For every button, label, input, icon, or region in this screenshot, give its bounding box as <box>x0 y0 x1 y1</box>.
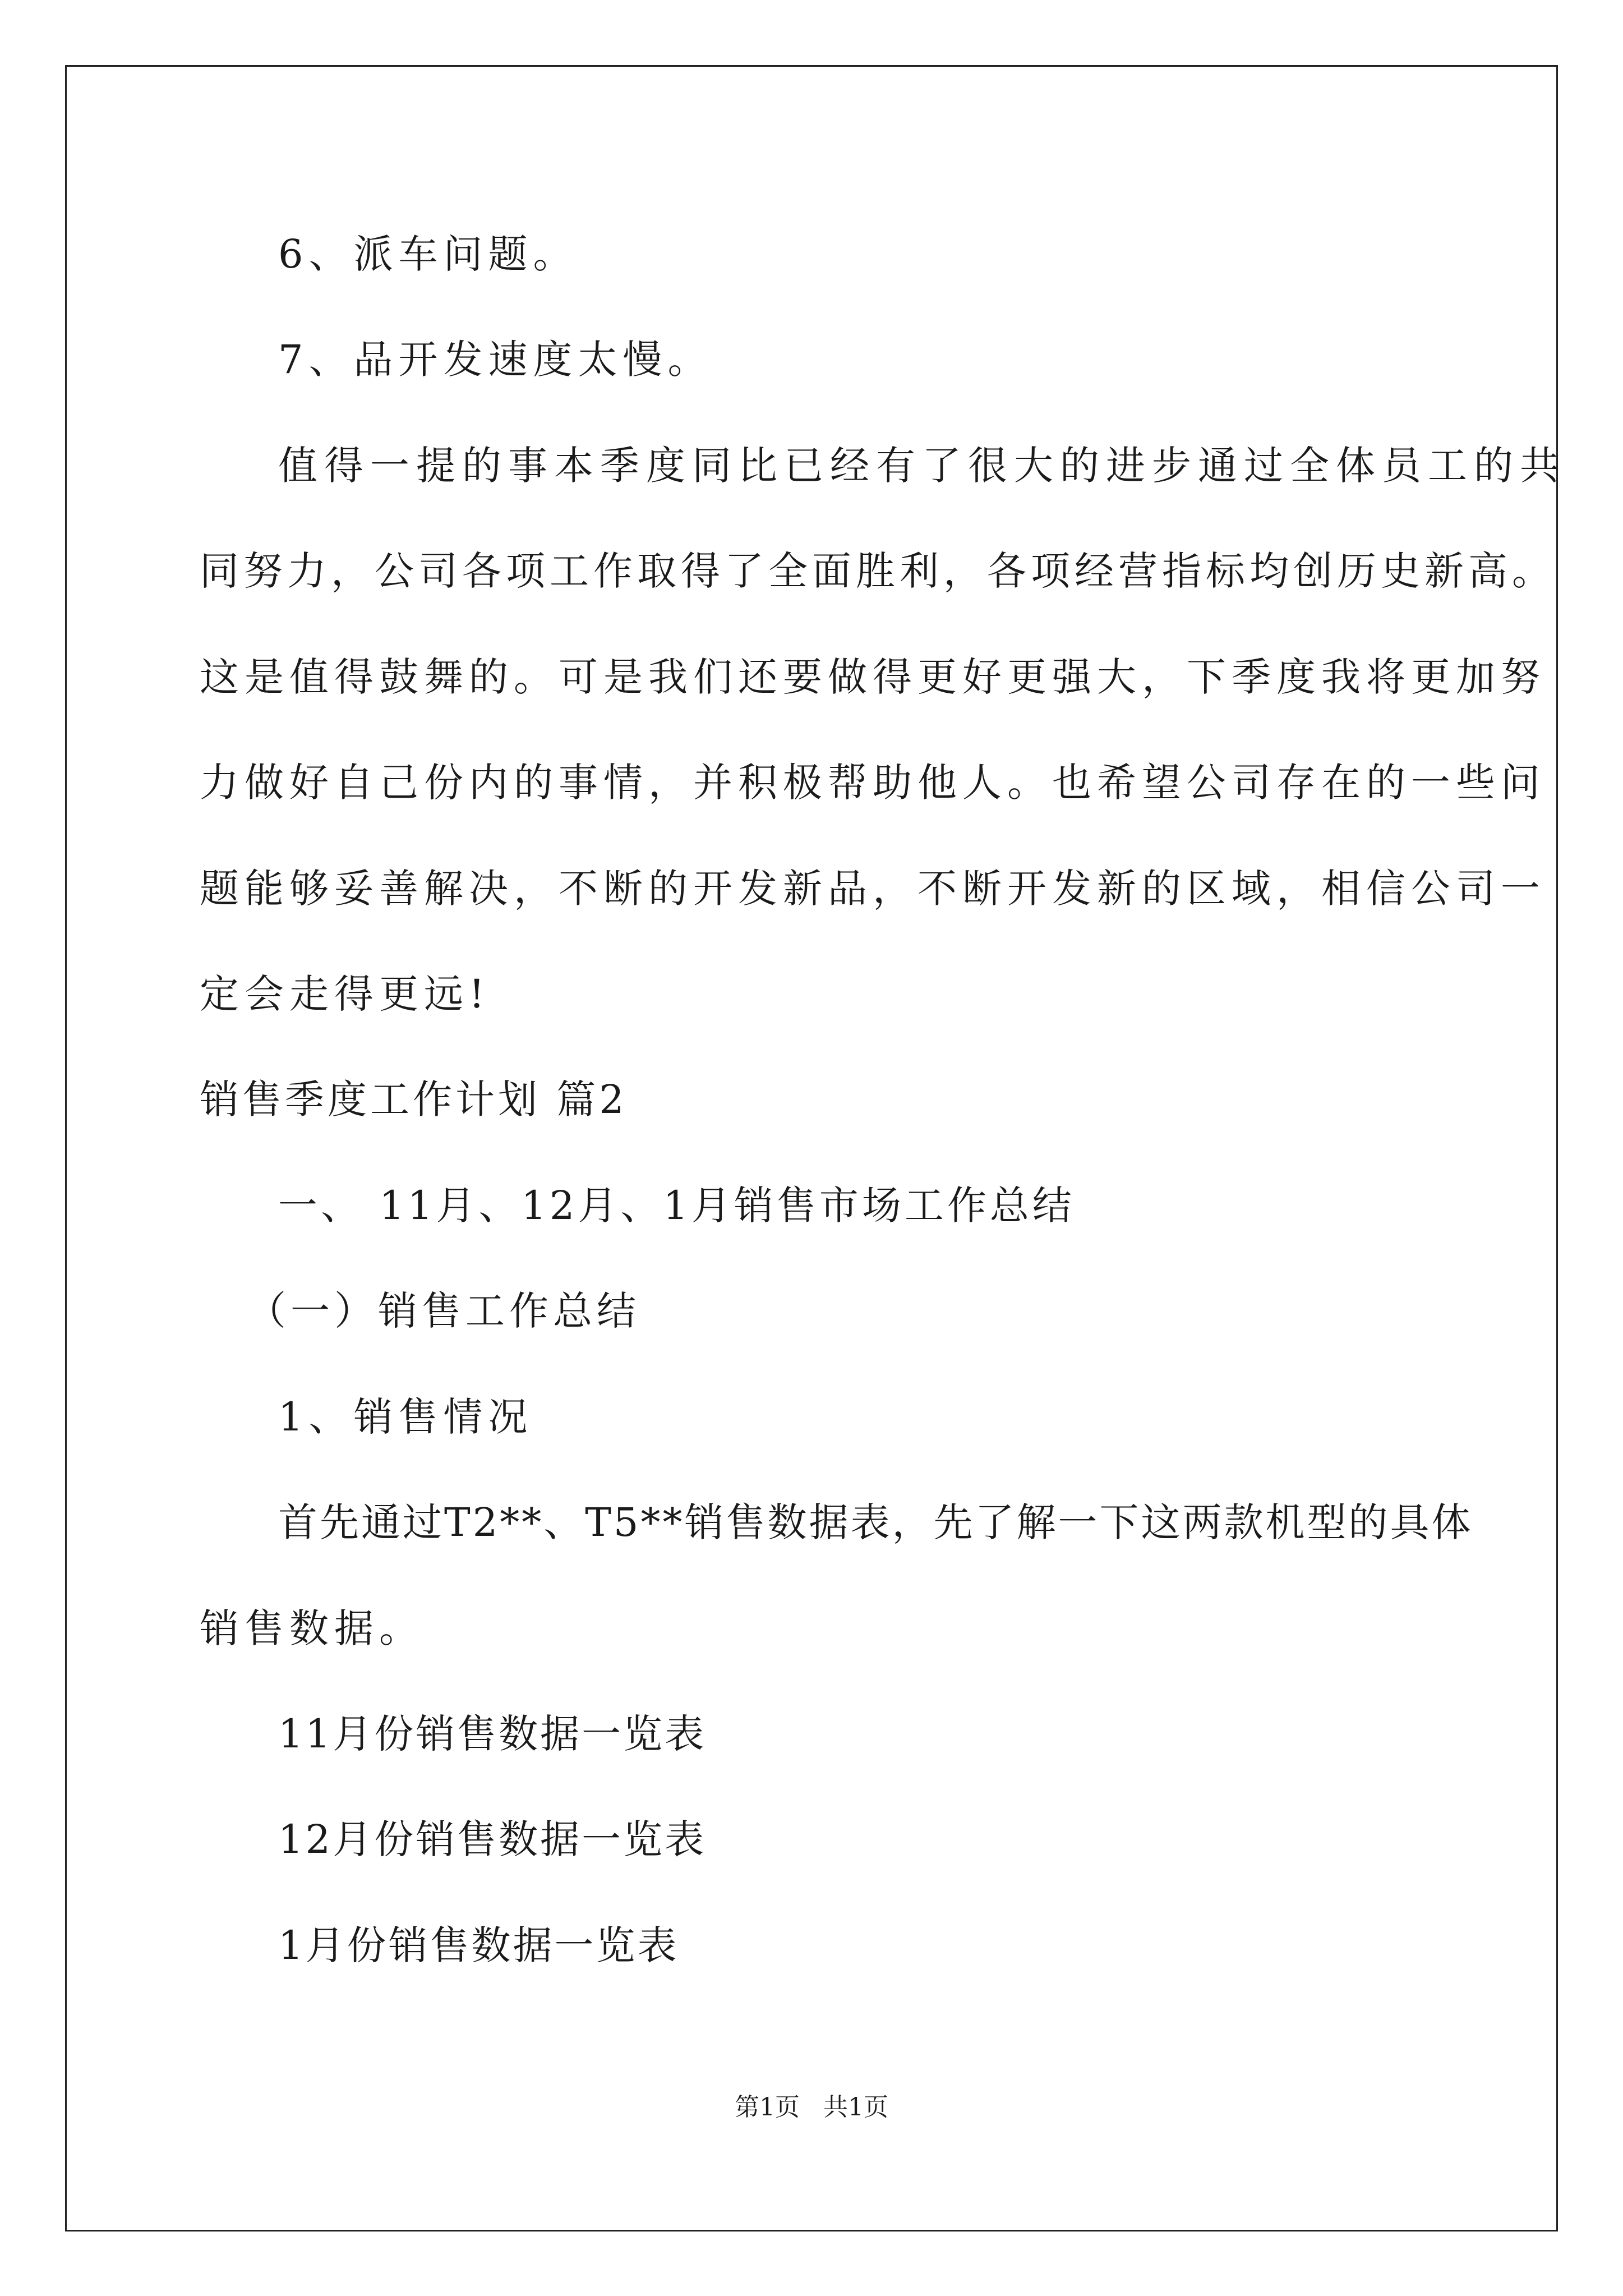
paragraph-line-6: 定会走得更远! <box>200 971 491 1017</box>
table-caption-dec: 12月份销售数据一览表 <box>278 1816 707 1862</box>
table-caption-nov: 11月份销售数据一览表 <box>278 1711 707 1757</box>
sub-subsection-heading: （一）销售工作总结 <box>247 1288 640 1334</box>
subsection-heading: 一、 11月、12月、1月销售市场工作总结 <box>278 1182 1075 1228</box>
page-border <box>65 65 1558 2231</box>
paragraph-line-5: 题能够妥善解决，不断的开发新品，不断开发新的区域，相信公司一 <box>200 866 1546 912</box>
paragraph-line-7: 首先通过T2**、T5**销售数据表，先了解一下这两款机型的具体 <box>278 1499 1473 1545</box>
section-heading: 销售季度工作计划 篇2 <box>200 1076 628 1122</box>
paragraph-line-1: 值得一提的事本季度同比已经有了很大的进步通过全体员工的共 <box>278 443 1566 489</box>
sales-status-heading: 1、销售情况 <box>278 1394 533 1440</box>
paragraph-line-2: 同努力，公司各项工作取得了全面胜利，各项经营指标均创历史新高。 <box>200 548 1556 594</box>
paragraph-line-3: 这是值得鼓舞的。可是我们还要做得更好更强大，下季度我将更加努 <box>200 654 1546 700</box>
paragraph-line-4: 力做好自己份内的事情，并积极帮助他人。也希望公司存在的一些问 <box>200 760 1546 806</box>
table-caption-jan: 1月份销售数据一览表 <box>278 1922 679 1968</box>
paragraph-line-8: 销售数据。 <box>200 1605 424 1651</box>
page-footer: 第1页 共1页 <box>735 2093 888 2122</box>
list-item-7: 7、品开发速度太慢。 <box>278 337 713 383</box>
list-item-6: 6、派车问题。 <box>278 231 578 277</box>
